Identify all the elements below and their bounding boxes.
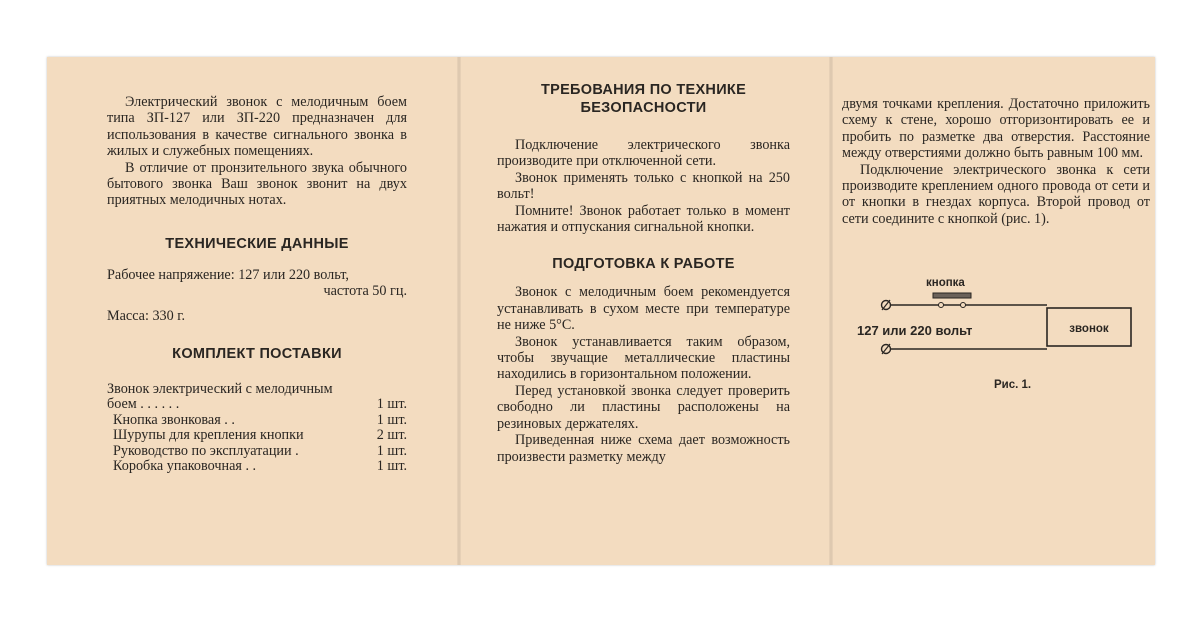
kit-item-qty: 1 шт.: [376, 396, 407, 413]
kit-item: [107, 459, 407, 474]
kit-list: [107, 397, 407, 474]
prep-paragraph-1: Звонок с мелодичным боем рекомендуется устанавливать в сухом месте при температуре не ниже 5°С.: [497, 284, 790, 334]
install-paragraph-1: двумя точками крепления. Достаточно приложить схему к стене, хорошо отгоризонтировать ее и пробить по разметке два отверстия. Расстояние между отверстиями должно быть равным 100 мм.: [842, 96, 1150, 162]
button-contact: [933, 293, 971, 298]
prep-paragraph-2: Звонок устанавливается таким образом, чтобы звучащие металлические пластины находились в горизонтальном положении.: [497, 333, 790, 383]
intro-paragraph-2: В отличие от пронзительного звука обычного бытового звонка Ваш звонок звонит на двух приятных мелодичных нотах.: [107, 159, 407, 209]
frequency-line: частота 50 гц.: [323, 283, 407, 300]
instruction-leaflet: [47, 57, 1155, 565]
prep-paragraph-3: Перед установкой звонка следует проверить свободно ли пластины расположены на резиновых держателях.: [497, 382, 790, 432]
fold-line-left: [457, 57, 461, 565]
kit-item: [107, 397, 407, 412]
button-contact-right: [961, 303, 966, 308]
kit-item: [107, 413, 407, 428]
kit-item-qty: 2 шт.: [376, 427, 407, 444]
kit-first-line: Звонок электрический с мелодичным: [107, 381, 333, 398]
install-paragraph-2: Подключение электрического звонка к сети производите креплением одного провода от сети и от кнопки в гнездах корпуса. Второй провод от сети соедините с кнопкой (рис. 1).: [842, 161, 1150, 227]
panel-installation: [842, 57, 1150, 565]
panel-safety: [497, 57, 790, 565]
kit-item: [107, 428, 407, 443]
kit-item-qty: 1 шт.: [376, 442, 407, 459]
intro-paragraph-1: Электрический звонок с мелодичным боем типа ЗП-127 или ЗП-220 предназначен для использования в качестве сигнального звонка в жилых и служебных помещениях.: [107, 94, 407, 160]
kit-heading: КОМПЛЕКТ ПОСТАВКИ: [172, 346, 342, 363]
fold-line-right: [829, 57, 833, 565]
bell-label: звонок: [1069, 323, 1109, 335]
kit-item-name: Шурупы для крепления кнопки: [113, 427, 304, 444]
panel-intro: [107, 57, 407, 565]
kit-item-name: Коробка упаковочная . .: [113, 458, 257, 475]
safety-paragraph-2: Звонок применять только с кнопкой на 250 вольт!: [497, 169, 790, 203]
preparation-heading: ПОДГОТОВКА К РАБОТЕ: [552, 256, 735, 273]
safety-paragraph-1: Подключение электрического звонка производите при отключенной сети.: [497, 137, 790, 170]
kit-item: [107, 444, 407, 459]
voltage-label: 127 или 220 вольт: [857, 323, 973, 338]
safety-paragraph-3: Помните! Звонок работает только в момент нажатия и отпускания сигнальной кнопки.: [497, 202, 790, 236]
kit-item-name: боем . . . . . .: [107, 396, 180, 413]
kit-item-name: Руководство по эксплуатации .: [113, 442, 299, 459]
wiring-diagram: [847, 271, 1147, 411]
mass-line: Масса: 330 г.: [107, 307, 186, 324]
button-label: кнопка: [926, 277, 965, 289]
tech-data-heading: ТЕХНИЧЕСКИЕ ДАННЫЕ: [165, 235, 349, 252]
prep-paragraph-4: Приведенная ниже схема дает возможность произвести разметку между: [497, 432, 790, 465]
safety-heading: ТРЕБОВАНИЯ ПО ТЕХНИКЕ БЕЗОПАСНОСТИ: [540, 82, 747, 116]
voltage-line: Рабочее напряжение: 127 или 220 вольт,: [107, 266, 349, 283]
kit-item-qty: 1 шт.: [376, 411, 407, 428]
kit-item-name: Кнопка звонковая . .: [113, 411, 235, 428]
figure-caption: Рис. 1.: [994, 379, 1032, 391]
kit-item-qty: 1 шт.: [376, 458, 407, 475]
button-contact-left: [939, 303, 944, 308]
